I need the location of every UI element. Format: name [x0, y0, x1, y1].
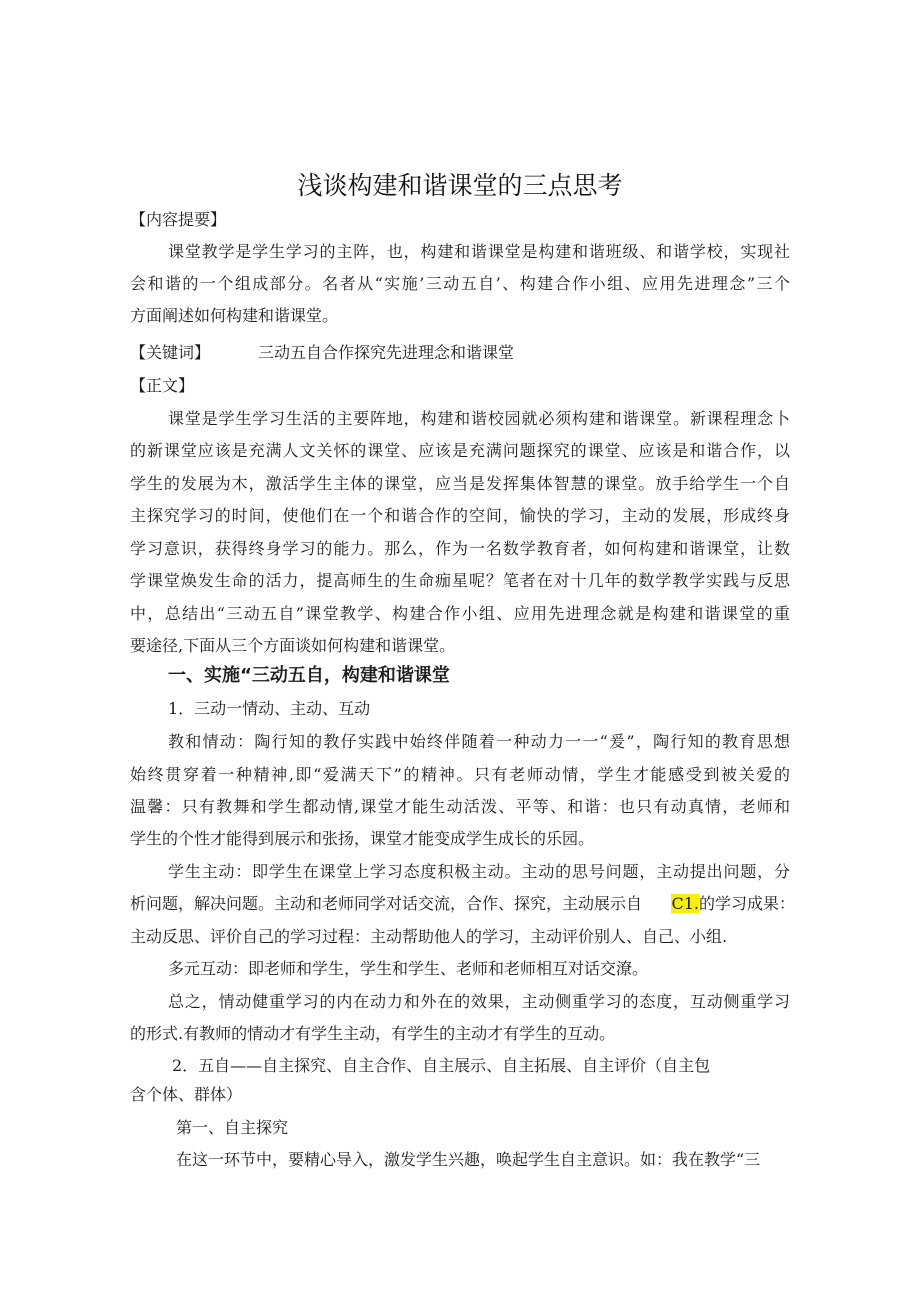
intro-line: 中，总结出“三动五自”课堂教学、构建合作小组、应用先进理念就是构建和谐课堂的重 [130, 604, 790, 623]
intro-line: 课堂是学生学习生活的主要阵地，构建和谐校园就必须构建和谐课堂。新课程理念卜 [168, 409, 790, 428]
highlighted-text: C1. [671, 894, 699, 913]
qingdong-line: 学生的个性才能得到展示和张扬，课堂才能变成学生成长的乐园。 [130, 829, 595, 848]
qingdong-line: 教和情动：陶行知的教仔实践中始终伴随着一种动力一一“爰”，陶行知的教育思想 [168, 732, 790, 751]
zhudong-text-before: 析问题，解决问题。主动和老师同学对话交流，合作、探究，主动展示自 [130, 894, 643, 913]
intro-line: 学课堂焕发生命的活力，提高师生的生命痂星呢？笔者在对十几年的数学教学实践与反思 [130, 571, 790, 590]
zhudong-line-highlighted [130, 892, 795, 916]
qingdong-line: 始终贯穿着一种精神,即“爱满天下”的精神。只有老师动情，学生才能感受到被关爱的 [130, 765, 790, 784]
subsection-heading: 2．五自——自主探究、自主合作、自主展示、自主拓展、自主评价（自主包 [172, 1056, 711, 1075]
keywords-heading: 【关键词】 [130, 343, 211, 362]
qingdong-line: 温馨：只有教舞和学生都动情,课堂才能生动活泼、平等、和谐：也只有动真情，老师和 [130, 797, 790, 816]
subsection-heading: 1．三动一情动、主动、互动 [168, 699, 371, 718]
intro-line: 要途径,下面从三个方面谈如何构建和谐课堂。 [130, 636, 456, 655]
summary-line: 总之，情动健重学习的内在动力和外在的效果，主动侧重学习的态度，互动侧重学习 [168, 992, 790, 1011]
section-heading: 一、实施“三动五自，构建和谐课堂 [168, 665, 450, 686]
first-paragraph-line: 在这一环节中，要精心导入，激发学生兴趣，唤起学生自主意识。如：我在教学“三 [176, 1150, 761, 1169]
keywords-text: 三动五自合作探究先进理念和谐课堂 [258, 343, 515, 362]
abstract-line: 方面阐述如何构建和谐课堂。 [130, 306, 339, 325]
keywords-line [130, 341, 514, 365]
abstract-heading: 【内容提要】 [130, 210, 227, 229]
hudong-line: 多元互动：即老师和学生，学生和学生、老师和老师相互对话交潦。 [168, 959, 649, 978]
zhudong-text-after: 的学习成果： [698, 894, 795, 913]
document-title: 浅谈构建和谐课堂的三点思考 [297, 171, 623, 200]
zhudong-line: 主动反思、评价自己的学习过程：主动帮助他人的学习，主动评价别人、自己、小组. [130, 927, 728, 946]
intro-line: 主探究学习的时间，使他们在一个和谐合作的空间，愉快的学习，主动的发展，形成终身 [130, 506, 790, 525]
zhudong-line: 学生主动：即学生在课堂上学习态度积极主动。主动的思号问题，主动提出问题，分 [168, 862, 790, 881]
intro-line: 学生的发展为木，激活学生主体的课堂，应当是发挥集体智慧的课堂。放手给学生一个自 [130, 474, 790, 493]
summary-line: 的形式.有教师的情动才有学生主动，有学生的主动才有学生的互动。 [130, 1024, 616, 1043]
subheading-first: 第一、自主探究 [176, 1118, 289, 1137]
abstract-line: 会和谐的一个组成部分。名者从“实施’三动五自’、构建合作小组、应用先进理念”三个 [130, 274, 790, 293]
intro-line: 学习意识，获得终身学习的能力。那么，作为一名数学教育者，如何构建和谐课堂，让数 [130, 539, 790, 558]
body-heading: 【正文】 [130, 376, 195, 395]
subsection-heading-cont: 含个体、群体） [130, 1085, 243, 1104]
abstract-line: 课堂教学是学生学习的主阵，也，构建和谐课堂是构建和谐班级、和谐学校，实现社 [168, 242, 790, 261]
intro-line: 的新课堂应该是充满人文关怀的课堂、应该是充满问题探究的课堂、应该是和谐合作，以 [130, 441, 790, 460]
